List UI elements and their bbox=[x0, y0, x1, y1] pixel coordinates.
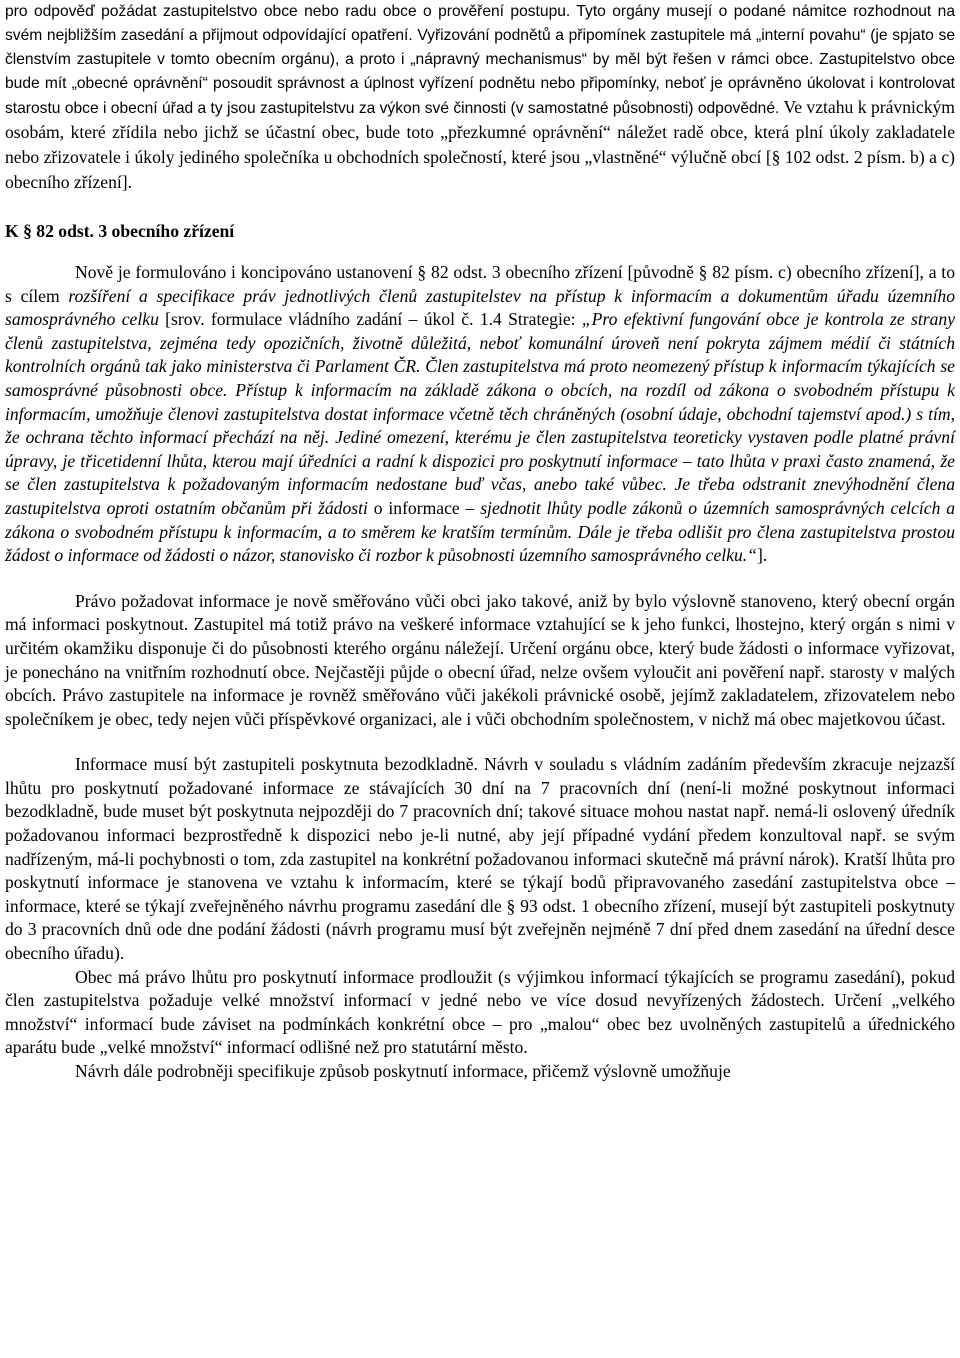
paragraph-intro-part1: pro odpověď požádat zastupitelstvo obce nebo radu obce o prověření postupu. Tyto orgány musejí o podané námitce rozhodnout na svém nejbližším zasedání a přijmout odpovídající opatření. Vyřizování podnětů a připomínek zastupitele má „interní povahu“ (je spjato se členstvím zastupitele v tomto obecním orgánu), a proto i „nápravný mechanismus“ by měl být řešen v rámci obce. Zastupitelstvo obce bude mít „obecné oprávnění“ posoudit správnost a úplnost vyřízení podnětu nebo připomínky, neboť je oprávněno úkolovat i kontrolovat starostu obce i obecní úřad a ty jsou zastupitelstvu za výkon své činnosti (v samostatné působnosti) odpovědné. bbox=[5, 3, 955, 117]
paragraph-k82-plain1: Nově je formulováno i koncipováno ustanovení § 82 odst. 3 obecního zřízení [původně § 82 písm. c) obecního zřízení], a to s cílem bbox=[5, 262, 955, 306]
paragraph-k82-plain2: [srov. formulace vládního zadání – úkol č. 1.4 Strategie: bbox=[158, 309, 582, 330]
paragraph-k82-plain3: o informace – bbox=[367, 497, 481, 518]
paragraph-k82-plain4: ]. bbox=[756, 545, 768, 566]
paragraph-obec: Obec má právo lhůtu pro poskytnutí informace prodloužit (s výjimkou informací týkajících se programu zasedání), pokud člen zastupitelstva požaduje velké množství informací v jedné nebo ve více dosud nevyřízených žádostech. Určení „velkého množství“ informací bude záviset na podmínkách konkrétní obce – pro „malou“ obec bez uvolněných zastupitelů a úřednického aparátu bude „velké množství“ informací odlišné než pro statutární město. bbox=[5, 966, 955, 1058]
paragraph-k82-italic2: „Pro efektivní fungování obce je kontrola ze strany členů zastupitelstva, zejména tedy opozičních, životně důležitá, neboť komunální úroveň není pokryta zájmem médií či státních kontrolních orgánů tak jako ministerstva či Parlament ČR. Člen zastupitelstva má proto neomezený přístup k informacím týkajících se samosprávné působnosti obce. Přístup k informacím na základě zákona o obcích, na rozdíl od zákona o svobodném přístupu k informacím, umožňuje členovi zastupitelstva dostat informace včetně těch chráněných (osobní údaje, obchodní tajemství apod.) s tím, že ochrana těchto informací přechází na něj. Jediné omezení, kterému je člen zastupitelstva teoreticky vystaven podle platné právní úpravy, je třicetidenní lhůta, kterou mají úředníci a radní k dispozici pro poskytnutí informace – tato lhůta v praxi často znamená, že se člen zastupitelstva k požadovaným informacím nedostane buď včas, anebo také vůbec. Je třeba odstranit znevýhodnění člena zastupitelstva oproti ostatním občanům při žádosti bbox=[5, 309, 956, 518]
paragraph-k82-italic3: sjednotit lhůty podle zákonů o územních samosprávných celcích a zákona o svobodném přístupu k informacím, a to směrem ke kratším termínům. Dále je třeba odlišit pro člena zastupitelstva prostou žádost o informace od žádosti o názor, stanovisko či rozbor k působnosti územního samosprávného celku.“ bbox=[5, 497, 956, 566]
paragraph-informace: Informace musí být zastupiteli poskytnuta bezodkladně. Návrh v souladu s vládním zadáním především zkracuje nejzazší lhůtu pro poskytnutí požadované informace ze stávajících 30 dní na 7 pracovních dní (není-li možné poskytnout informaci bezodkladně, bude muset být poskytnuta nejpozději do 7 pracovních dní; takové situace mohou nastat např. nemá-li oslovený úředník požadovanou informaci bezprostředně k dispozici nebo je-li nutné, aby její případné vydání předem konzultoval např. se svým nadřízeným, má-li pochybnosti o tom, zda zastupitel na konkrétní požadovanou informaci skutečně má právní nárok). Kratší lhůta pro poskytnutí informace je stanovena ve vztahu k informacím, které se týkají bodů připravovaného zasedání zastupitelstva obce – informace, které se týkají zveřejněného návrhu programu zasedání dle § 93 odst. 1 obecního zřízení, musejí být zastupiteli poskytnuty do 3 pracovních dnů ode dne podání žádosti (návrh programu musí být zveřejněn nejméně 7 dní před dnem zasedání na úřední desce obecního úřadu). bbox=[5, 754, 955, 964]
document-page bbox=[5, 0, 955, 1084]
paragraph-navrh: Návrh dále podrobněji specifikuje způsob poskytnutí informace, přičemž výslovně umožňuje bbox=[75, 1061, 731, 1081]
section-heading: K § 82 odst. 3 obecního zřízení bbox=[5, 221, 235, 241]
paragraph-k82-italic1: rozšíření a specifikace práv jednotlivých členů zastupitelstev na přístup k informacím a dokumentům úřadu územního samosprávného celku bbox=[5, 285, 955, 330]
paragraph-k82 bbox=[5, 261, 955, 568]
paragraph-pravo: Právo požadovat informace je nově směřováno vůči obci jako takové, aniž by bylo výslovně stanoveno, který obecní orgán má informaci poskytnout. Zastupitel má totiž právo na veškeré informace vztahující se k jeho funkci, lhostejno, který orgán s nimi v určitém okamžiku disponuje či do působnosti kterého orgánu náležejí. Určení orgánu obce, který bude žádosti o informace vyřizovat, je ponecháno na vnitřním rozhodnutí obce. Nejčastěji půjde o obecní úřad, nelze ovšem vyloučit ani pověření např. starosty v malých obcích. Právo zastupitele na informace je rovněž směřováno vůči jakékoli právnické osobě, jejímž zakladatelem, zřizovatelem nebo společníkem je obec, tedy nejen vůči příspěvkové organizaci, ale i vůči obchodním společnostem, v nichž má obec majetkovou účast. bbox=[5, 590, 955, 729]
paragraph-intro-part2: Ve vztahu k právnickým osobám, které zřídila nebo jichž se účastní obec, bude toto „přezkumné oprávnění“ náležet radě obce, která plní úkoly zakladatele nebo zřizovatele i úkoly jediného společníka u obchodních společností, které jsou „vlastněné“ výlučně obcí [§ 102 odst. 2 písm. b) a c) obecního zřízení]. bbox=[5, 97, 955, 192]
paragraph-intro bbox=[5, 0, 955, 196]
